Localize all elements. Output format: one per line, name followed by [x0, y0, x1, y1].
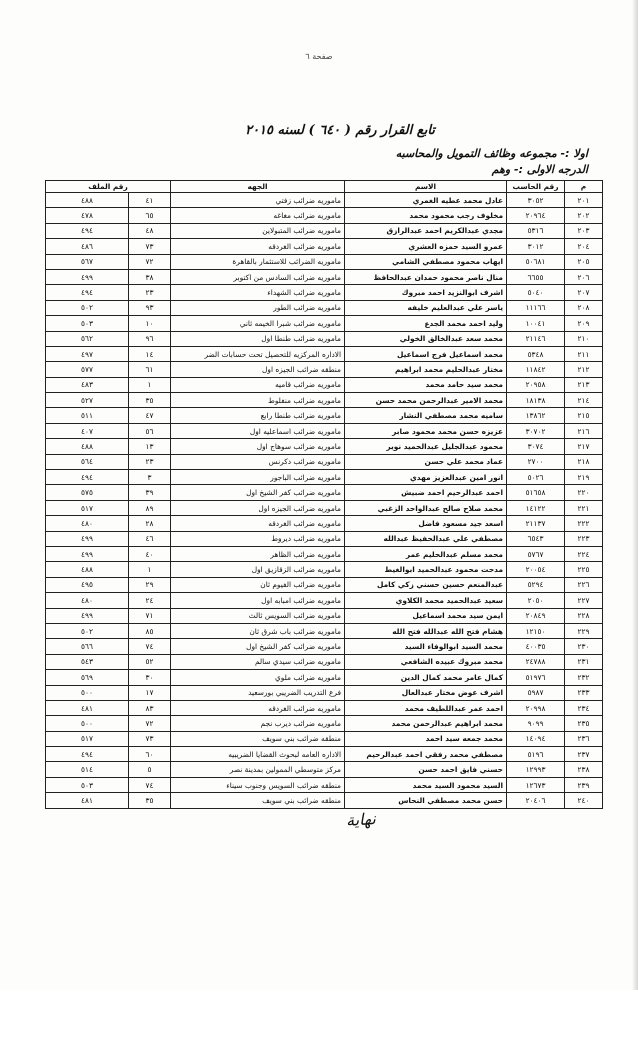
row-serial: ٢٣٩ [565, 777, 603, 792]
table-row [46, 593, 603, 608]
table-row [46, 623, 603, 638]
row-name: اشرف ابوالنزيد احمد مبروك [345, 285, 507, 300]
row-name: مختار عبدالحليم محمد ابراهيم [345, 362, 507, 377]
row-name: انور امين عبدالعزيز مهدي [345, 470, 507, 485]
row-file-no-part: ٨٥ [129, 623, 171, 638]
row-file-no-part: ٨٣ [129, 700, 171, 715]
row-file-no-part: ٦٠ [129, 747, 171, 762]
table-row [46, 608, 603, 623]
row-department: ماموريه ضرائب مغاغه [171, 208, 345, 223]
table-row [46, 393, 603, 408]
row-serial: ٢٢٨ [565, 608, 603, 623]
page-number: صفحة ٦ [305, 52, 333, 61]
row-serial: ٢١٦ [565, 423, 603, 438]
row-file-no: ٥٠٣ [46, 777, 129, 792]
row-account-no: ٥٠٦٨١ [507, 254, 565, 269]
row-file-no: ٤٨٠ [46, 593, 129, 608]
row-name: ايهاب محمود مصطفي الشامي [345, 254, 507, 269]
row-serial: ٢٠١ [565, 193, 603, 208]
table-row [46, 777, 603, 792]
row-name: كمال عامر محمد كمال الدين [345, 670, 507, 685]
row-file-no-part: ٩٦ [129, 331, 171, 346]
table-row [46, 362, 603, 377]
row-file-no-part: ٢٣ [129, 285, 171, 300]
row-department: ماموريه ضرائب ملوي [171, 670, 345, 685]
row-department: الاداره العامه لبحوث القضايا الضريبيه [171, 747, 345, 762]
row-file-no-part: ٦٥ [129, 208, 171, 223]
row-file-no: ٤٩٧ [46, 346, 129, 361]
row-serial: ٢٠٣ [565, 223, 603, 238]
decision-title: تابع القرار رقم ( ٦٤٠ ) لسنه ٢٠١٥ [245, 123, 435, 138]
row-account-no: ٢٠٨٤٩ [507, 608, 565, 623]
end-signature: نهاية [345, 808, 377, 831]
row-serial: ٢٠٧ [565, 285, 603, 300]
row-serial: ٢٢٦ [565, 577, 603, 592]
row-name: احمد عمر عبداللطيف محمد [345, 700, 507, 715]
row-serial: ٢٣٦ [565, 731, 603, 746]
row-name: حسني فايق احمد حسن [345, 762, 507, 777]
row-department: فرع التدريب الضريبي بورسعيد [171, 685, 345, 700]
header-file-no: رقم الملف [46, 181, 171, 193]
row-serial: ٢٠٥ [565, 254, 603, 269]
row-file-no-part: ٢٨ [129, 516, 171, 531]
table-row [46, 577, 603, 592]
row-file-no-part: ١٤ [129, 346, 171, 361]
row-account-no: ٤٠٠٣٥ [507, 639, 565, 654]
row-file-no: ٤٩٤ [46, 223, 129, 238]
row-account-no: ٣٠٧٤ [507, 439, 565, 454]
table-row [46, 285, 603, 300]
row-department: منطقه ضرائب السويس وجنوب سيناء [171, 777, 345, 792]
row-department: ماموريه ضرائب طنطا اول [171, 331, 345, 346]
table-row [46, 654, 603, 669]
row-file-no-part: ١ [129, 377, 171, 392]
row-department: ماموريه ضرائب قاميه [171, 377, 345, 392]
row-serial: ٢١٥ [565, 408, 603, 423]
row-file-no: ٥١٤ [46, 762, 129, 777]
row-department: ماموريه ضرائب الفيوم ثان [171, 577, 345, 592]
header-account-no: رقم الحاسب [507, 181, 565, 193]
row-department: ماموريه ضرائب الباجور [171, 470, 345, 485]
row-name: منال ناصر محمود حمدان عبدالحافظ [345, 269, 507, 284]
row-account-no: ٥٣١٦ [507, 223, 565, 238]
row-department: ماموريه الضرائب للاستثمار بالقاهرة [171, 254, 345, 269]
row-account-no: ١٤٠٩٤ [507, 731, 565, 746]
row-file-no: ٥٦٦ [46, 639, 129, 654]
table-row [46, 454, 603, 469]
table-row [46, 685, 603, 700]
row-account-no: ٢٠٤٠٦ [507, 793, 565, 808]
row-name: مدحت محمود عبدالحميد ابوالغيط [345, 562, 507, 577]
row-serial: ٢١٤ [565, 393, 603, 408]
row-file-no: ٥١٧ [46, 500, 129, 515]
row-name: عبدالمنعم حسين حسني زكي كامل [345, 577, 507, 592]
row-department: ماموريه ضرائب منفلوط [171, 393, 345, 408]
row-file-no: ٥٧٥ [46, 485, 129, 500]
row-file-no-part: ٤٨ [129, 223, 171, 238]
row-department: ماموريه ضرائب الزقازيق اول [171, 562, 345, 577]
group-heading: اولا :- مجموعه وظائف التمويل والمحاسبه [395, 147, 588, 160]
row-file-no: ٤٩٤ [46, 747, 129, 762]
row-serial: ٢٣٢ [565, 670, 603, 685]
row-file-no-part: ٣٠ [129, 670, 171, 685]
row-name: محمد السيد ابوالوفاء السيد [345, 639, 507, 654]
row-department: ماموريه ضرائب السويس ثالث [171, 608, 345, 623]
row-file-no: ٥٦٩ [46, 670, 129, 685]
row-file-no-part: ٢٣ [129, 454, 171, 469]
row-file-no: ٤٨٨ [46, 193, 129, 208]
row-name: محمود عبدالجليل عبدالحميد نوير [345, 439, 507, 454]
row-file-no: ٤٩٤ [46, 470, 129, 485]
row-name: ساميه محمد مصطفي النشار [345, 408, 507, 423]
row-serial: ٢٣١ [565, 654, 603, 669]
row-serial: ٢٣٥ [565, 716, 603, 731]
row-account-no: ٥١٩٧٦ [507, 670, 565, 685]
row-file-no: ٤٨١ [46, 700, 129, 715]
row-account-no: ٢٠٩٩٨ [507, 700, 565, 715]
row-name: محمد اسماعيل فرج اسماعيل [345, 346, 507, 361]
row-file-no-part: ٣٩ [129, 485, 171, 500]
row-account-no: ١٣٨٦٢ [507, 408, 565, 423]
row-file-no-part: ١٠ [129, 316, 171, 331]
header-department: الجهه [171, 181, 345, 193]
row-account-no: ٦٥٤٣ [507, 531, 565, 546]
header-name: الاسم [345, 181, 507, 193]
row-department: ماموريه ضرائب كفر الشيخ اول [171, 639, 345, 654]
row-file-no: ٥٠٢ [46, 623, 129, 638]
row-department: ماموريه ضرائب الغردقه [171, 239, 345, 254]
row-name: السيد محمود السيد محمد [345, 777, 507, 792]
table-row [46, 639, 603, 654]
row-file-no-part: ٧٤ [129, 777, 171, 792]
row-file-no: ٥٠٢ [46, 300, 129, 315]
row-name: احمد عبدالرحيم احمد ضبيش [345, 485, 507, 500]
row-file-no: ٤٩٥ [46, 577, 129, 592]
employees-table [45, 180, 603, 809]
row-account-no: ٥٩٨٧ [507, 685, 565, 700]
row-file-no: ٥٦٧ [46, 254, 129, 269]
row-file-no-part: ٤٧ [129, 408, 171, 423]
row-file-no-part: ٣٥ [129, 793, 171, 808]
row-serial: ٢٢٩ [565, 623, 603, 638]
row-account-no: ٩٠٩٩ [507, 716, 565, 731]
row-department: ماموريه ضرائب الظاهر [171, 546, 345, 561]
row-department: منطقه ضرائب بني سويف [171, 793, 345, 808]
row-serial: ٢٠٢ [565, 208, 603, 223]
row-file-no-part: ٧٣ [129, 239, 171, 254]
row-account-no: ٥٠٢٦ [507, 470, 565, 485]
row-department: ماموريه ضرائب السادس من اكتوبر [171, 269, 345, 284]
row-department: ماموريه ضرائب دكرنس [171, 454, 345, 469]
row-name: محمد صلاح صالح عبدالواحد الزغبي [345, 500, 507, 515]
row-department: ماموريه ضرائب ديروط [171, 531, 345, 546]
table-row [46, 193, 603, 208]
row-name: هشام فتح الله عبدالله فتح الله [345, 623, 507, 638]
table-row [46, 500, 603, 515]
row-file-no-part: ١٣ [129, 439, 171, 454]
row-file-no-part: ٤٦ [129, 531, 171, 546]
row-serial: ٢١٠ [565, 331, 603, 346]
row-account-no: ١٤١٢٢ [507, 500, 565, 515]
table-row [46, 531, 603, 546]
row-name: مخلوف رجب محمود محمد [345, 208, 507, 223]
row-account-no: ٢١١٣٧ [507, 516, 565, 531]
row-account-no: ١٠٠٤١ [507, 316, 565, 331]
row-serial: ٢٠٨ [565, 300, 603, 315]
row-name: اشرف عوض مختار عبدالعال [345, 685, 507, 700]
row-account-no: ٦٦٥٥ [507, 269, 565, 284]
row-file-no-part: ٧١ [129, 608, 171, 623]
row-account-no: ٢٧٠٠ [507, 454, 565, 469]
row-department: ماموريه ضرائب طنطا رابع [171, 408, 345, 423]
row-serial: ٢٣٠ [565, 639, 603, 654]
row-serial: ٢٢٥ [565, 562, 603, 577]
row-name: محمد جمعه سيد احمد [345, 731, 507, 746]
row-serial: ٢٣٨ [565, 762, 603, 777]
row-serial: ٢١٢ [565, 362, 603, 377]
table-row [46, 470, 603, 485]
row-name: ايمن سيد محمد اسماعيل [345, 608, 507, 623]
row-name: عادل محمد عطيه الغمري [345, 193, 507, 208]
row-department: منطقه ضرائب الجيزه اول [171, 362, 345, 377]
row-account-no: ٥١٦٥٨ [507, 485, 565, 500]
row-department: ماموريه ضرائب زفتي [171, 193, 345, 208]
row-name: مصطفي محمد رفقي احمد عبدالرحيم [345, 747, 507, 762]
row-name: اسعد جيد مسعود فاضل [345, 516, 507, 531]
row-file-no-part: ٥ [129, 762, 171, 777]
row-department: ماموريه ضرائب ديرب نجم [171, 716, 345, 731]
row-file-no-part: ٣ [129, 470, 171, 485]
row-serial: ٢١٩ [565, 470, 603, 485]
row-serial: ٢٢٧ [565, 593, 603, 608]
table-row [46, 239, 603, 254]
row-file-no-part: ٧٢ [129, 716, 171, 731]
row-department: مركز متوسطي الممولين بمدينة نصر [171, 762, 345, 777]
row-department: ماموريه ضرائب سوهاج اول [171, 439, 345, 454]
row-file-no-part: ٥٢ [129, 654, 171, 669]
row-account-no: ٥١٩٦ [507, 747, 565, 762]
table-row [46, 793, 603, 808]
row-name: عماد محمد علي حسن [345, 454, 507, 469]
row-serial: ٢٢١ [565, 500, 603, 515]
row-file-no-part: ١٧ [129, 685, 171, 700]
table-row [46, 208, 603, 223]
row-file-no: ٤٨٠ [46, 516, 129, 531]
table-row [46, 485, 603, 500]
row-account-no: ٥٠٤٠ [507, 285, 565, 300]
row-serial: ٢٢٢ [565, 516, 603, 531]
row-file-no-part: ٩٣ [129, 300, 171, 315]
row-department: ماموريه ضرائب الجيزه اول [171, 500, 345, 515]
row-name: محمد ابراهيم عبدالرحمن محمد [345, 716, 507, 731]
row-department: ماموريه ضرائب سيدي سالم [171, 654, 345, 669]
row-file-no: ٥٠٣ [46, 316, 129, 331]
row-account-no: ٥٧٦٧ [507, 546, 565, 561]
row-account-no: ٢٠٥٠ [507, 593, 565, 608]
row-serial: ٢١٨ [565, 454, 603, 469]
row-serial: ٢٠٩ [565, 316, 603, 331]
row-account-no: ٥٣٤٨ [507, 346, 565, 361]
row-name: محمد الامير عبدالرحمن محمد حسن [345, 393, 507, 408]
row-name: محمد سعد عبدالخالق الخولي [345, 331, 507, 346]
row-file-no: ٥٦٢ [46, 331, 129, 346]
row-department: ماموريه ضرائب اسماعليه اول [171, 423, 345, 438]
row-file-no-part: ٧٣ [129, 731, 171, 746]
row-department: ماموريه ضرائب شبرا الخيمه ثاني [171, 316, 345, 331]
row-serial: ٢٣٤ [565, 700, 603, 715]
table-row [46, 716, 603, 731]
row-account-no: ٢٠٩٦٤ [507, 208, 565, 223]
table-row [46, 316, 603, 331]
row-file-no: ٤٩٩ [46, 531, 129, 546]
row-file-no: ٥١١ [46, 408, 129, 423]
row-file-no-part: ٨٩ [129, 500, 171, 515]
row-account-no: ١١١٦٦ [507, 300, 565, 315]
table-row [46, 269, 603, 284]
table-row [46, 254, 603, 269]
row-file-no: ٤٩٩ [46, 546, 129, 561]
row-name: وليد احمد محمد الجدع [345, 316, 507, 331]
row-name: عزيزه حسن محمد محمود صابر [345, 423, 507, 438]
row-file-no-part: ٣٨ [129, 269, 171, 284]
row-file-no: ٤٩٩ [46, 269, 129, 284]
table-row [46, 377, 603, 392]
row-name: مصطفي علي عبدالحفيظ عبدالله [345, 531, 507, 546]
table-row [46, 762, 603, 777]
row-account-no: ١٨١٣٨ [507, 393, 565, 408]
row-account-no: ١٢١٥٠ [507, 623, 565, 638]
row-department: ماموريه ضرائب كفر الشيخ اول [171, 485, 345, 500]
row-file-no: ٤٠٧ [46, 423, 129, 438]
row-serial: ٢١٧ [565, 439, 603, 454]
table-row [46, 423, 603, 438]
header-serial: م [565, 181, 603, 193]
row-serial: ٢٣٣ [565, 685, 603, 700]
row-department: ماموريه ضرائب الشهداء [171, 285, 345, 300]
table-row [46, 408, 603, 423]
row-serial: ٢٣٧ [565, 747, 603, 762]
row-file-no-part: ٢٩ [129, 577, 171, 592]
row-file-no: ٥٤٣ [46, 654, 129, 669]
row-file-no: ٥٠٠ [46, 716, 129, 731]
row-account-no: ٣٠٧٠٢ [507, 423, 565, 438]
table-row [46, 700, 603, 715]
table-header-row [46, 181, 603, 193]
row-account-no: ٥٢٩٤ [507, 577, 565, 592]
row-file-no: ٤٨٨ [46, 562, 129, 577]
grade-heading: الدرجه الاولى :- وهم [491, 163, 588, 176]
row-file-no: ٤٨٨ [46, 439, 129, 454]
row-account-no: ١٢٩٩٣ [507, 762, 565, 777]
page-edge-shadow [632, 0, 638, 990]
table-row [46, 516, 603, 531]
row-serial: ٢٢٤ [565, 546, 603, 561]
table-row [46, 346, 603, 361]
row-serial: ٢١١ [565, 346, 603, 361]
row-serial: ٢٠٦ [565, 269, 603, 284]
row-serial: ٢٠٤ [565, 239, 603, 254]
row-account-no: ٢٠٩٥٨ [507, 377, 565, 392]
row-serial: ٢٢٣ [565, 531, 603, 546]
row-name: محمد مبروك عبيده الشافعي [345, 654, 507, 669]
table-row [46, 747, 603, 762]
row-file-no-part: ٦١ [129, 362, 171, 377]
row-name: ياسر علي عبدالعليم خليفه [345, 300, 507, 315]
row-department: منطقه ضرائب بني سويف [171, 731, 345, 746]
row-name: سعيد عبدالحميد محمد الكلاوي [345, 593, 507, 608]
row-department: ماموريه ضرائب باب شرق ثان [171, 623, 345, 638]
row-file-no: ٥٦٤ [46, 454, 129, 469]
row-file-no-part: ٤٠ [129, 546, 171, 561]
row-file-no-part: ٣٥ [129, 393, 171, 408]
row-file-no: ٤٨٣ [46, 377, 129, 392]
row-file-no: ٤٨١ [46, 793, 129, 808]
row-file-no: ٤٨٦ [46, 239, 129, 254]
row-department: ماموريه ضرائب الغردقه [171, 700, 345, 715]
row-serial: ٢١٣ [565, 377, 603, 392]
table-row [46, 546, 603, 561]
row-file-no-part: ٥٦ [129, 423, 171, 438]
row-account-no: ٢١١٤٦ [507, 331, 565, 346]
row-department: ماموريه ضرائب المتبولاين [171, 223, 345, 238]
table-row [46, 731, 603, 746]
row-department: الاداره المركزيه للتحصيل تحت حسابات الضر [171, 346, 345, 361]
row-name: مجدي عبدالكريم احمد عبدالرازق [345, 223, 507, 238]
row-name: حسن محمد مصطفي النحاس [345, 793, 507, 808]
table-row [46, 562, 603, 577]
row-file-no-part: ٤١ [129, 193, 171, 208]
row-file-no-part: ٧٤ [129, 639, 171, 654]
row-name: محمد مسلم عبدالحليم عمر [345, 546, 507, 561]
row-account-no: ٣٠١٢ [507, 239, 565, 254]
row-account-no: ١١٨٤٢ [507, 362, 565, 377]
row-file-no-part: ٧٢ [129, 254, 171, 269]
row-department: ماموريه ضرائب الطور [171, 300, 345, 315]
row-account-no: ١٢٦٧٣ [507, 777, 565, 792]
row-account-no: ٢٤٧٨٨ [507, 654, 565, 669]
row-file-no: ٥١٧ [46, 731, 129, 746]
row-serial: ٢٢٠ [565, 485, 603, 500]
row-account-no: ٢٠٠٥٤ [507, 562, 565, 577]
row-name: محمد سيد حامد محمد [345, 377, 507, 392]
row-file-no: ٥٠٠ [46, 685, 129, 700]
table-row [46, 223, 603, 238]
row-name: عمرو السيد حمزه العشري [345, 239, 507, 254]
table-row [46, 439, 603, 454]
row-department: ماموريه ضرائب الغردقه [171, 516, 345, 531]
row-file-no: ٤٩٩ [46, 608, 129, 623]
table-row [46, 670, 603, 685]
row-file-no: ٤٧٨ [46, 208, 129, 223]
row-serial: ٢٤٠ [565, 793, 603, 808]
row-file-no: ٥٧٧ [46, 362, 129, 377]
table-row [46, 331, 603, 346]
row-account-no: ٣٠٥٢ [507, 193, 565, 208]
table-row [46, 300, 603, 315]
row-file-no-part: ٢٤ [129, 593, 171, 608]
row-file-no: ٤٩٤ [46, 285, 129, 300]
row-file-no: ٥٢٧ [46, 393, 129, 408]
row-file-no-part: ١ [129, 562, 171, 577]
row-department: ماموريه ضرائب امبابه اول [171, 593, 345, 608]
